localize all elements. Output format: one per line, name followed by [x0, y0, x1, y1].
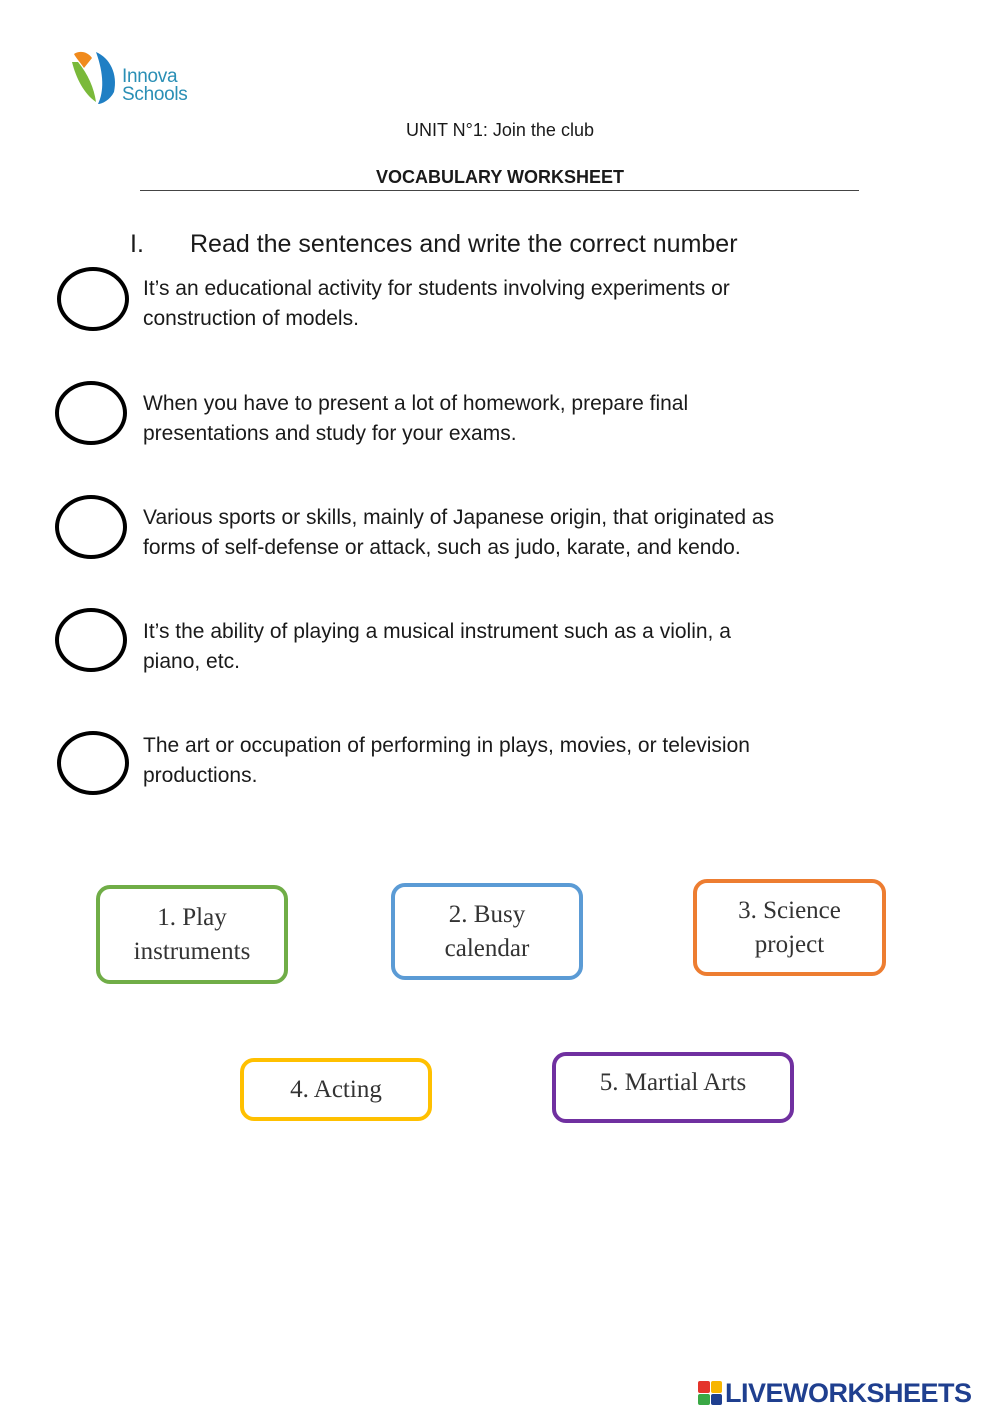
option-3-science-project	[693, 879, 886, 976]
item-4-line-2: piano, etc.	[143, 649, 240, 673]
option-2-line-1: 2. Busy	[448, 900, 526, 928]
answer-circle-4[interactable]	[55, 608, 127, 672]
section-instruction: Read the sentences and write the correct number	[190, 230, 738, 258]
logo-text	[122, 68, 188, 104]
item-3-line-2: forms of self-defense or attack, such as judo, karate, and kendo.	[143, 535, 741, 559]
logo-line-2: Schools	[122, 84, 188, 105]
title-divider	[140, 190, 859, 191]
item-5-line-2: productions.	[143, 763, 258, 787]
liveworksheets-footer	[698, 1378, 972, 1408]
option-1-line-1: 1. Play	[157, 903, 227, 931]
answer-circle-1[interactable]	[57, 267, 129, 331]
option-2-line-2: calendar	[444, 934, 530, 962]
option-1-line-2: instruments	[133, 937, 251, 965]
liveworksheets-brand: LIVEWORKSHEETS	[725, 1377, 972, 1408]
worksheet-title: VOCABULARY WORKSHEET	[375, 167, 624, 187]
item-4-text	[143, 617, 873, 676]
item-2-line-2: presentations and study for your exams.	[143, 421, 517, 445]
option-4-line-1: 4. Acting	[290, 1075, 382, 1103]
item-5-text	[143, 731, 873, 790]
option-3-line-2: project	[754, 930, 825, 958]
answer-circle-2[interactable]	[55, 381, 127, 445]
option-5-line-1: 5. Martial Arts	[599, 1068, 747, 1096]
leaf-logo-icon	[70, 48, 122, 108]
option-2-busy-calendar	[391, 883, 583, 980]
option-4-acting	[240, 1058, 432, 1121]
item-2-line-1: When you have to present a lot of homework, prepare final	[143, 392, 689, 415]
section-number: I.	[130, 230, 144, 258]
item-3-text	[143, 503, 873, 562]
option-5-martial-arts	[552, 1052, 794, 1123]
item-1-text	[143, 274, 873, 333]
item-5-line-1: The art or occupation of performing in plays, movies, or television	[143, 734, 750, 757]
option-1-play-instruments	[96, 885, 288, 984]
item-4-line-1: It’s the ability of playing a musical instrument such as a violin, a	[143, 620, 731, 643]
item-1-line-2: construction of models.	[143, 306, 359, 330]
answer-circle-3[interactable]	[55, 495, 127, 559]
answer-circle-5[interactable]	[57, 731, 129, 795]
item-3-line-1: Various sports or skills, mainly of Japanese origin, that originated as	[143, 506, 775, 529]
liveworksheets-icon	[698, 1381, 722, 1405]
item-1-line-1: It’s an educational activity for students involving experiments or	[143, 277, 730, 300]
logo-line-1: Innova	[122, 66, 178, 87]
option-3-line-1: 3. Science	[738, 896, 841, 924]
item-2-text	[143, 389, 873, 448]
unit-title: UNIT N°1: Join the club	[406, 120, 594, 140]
